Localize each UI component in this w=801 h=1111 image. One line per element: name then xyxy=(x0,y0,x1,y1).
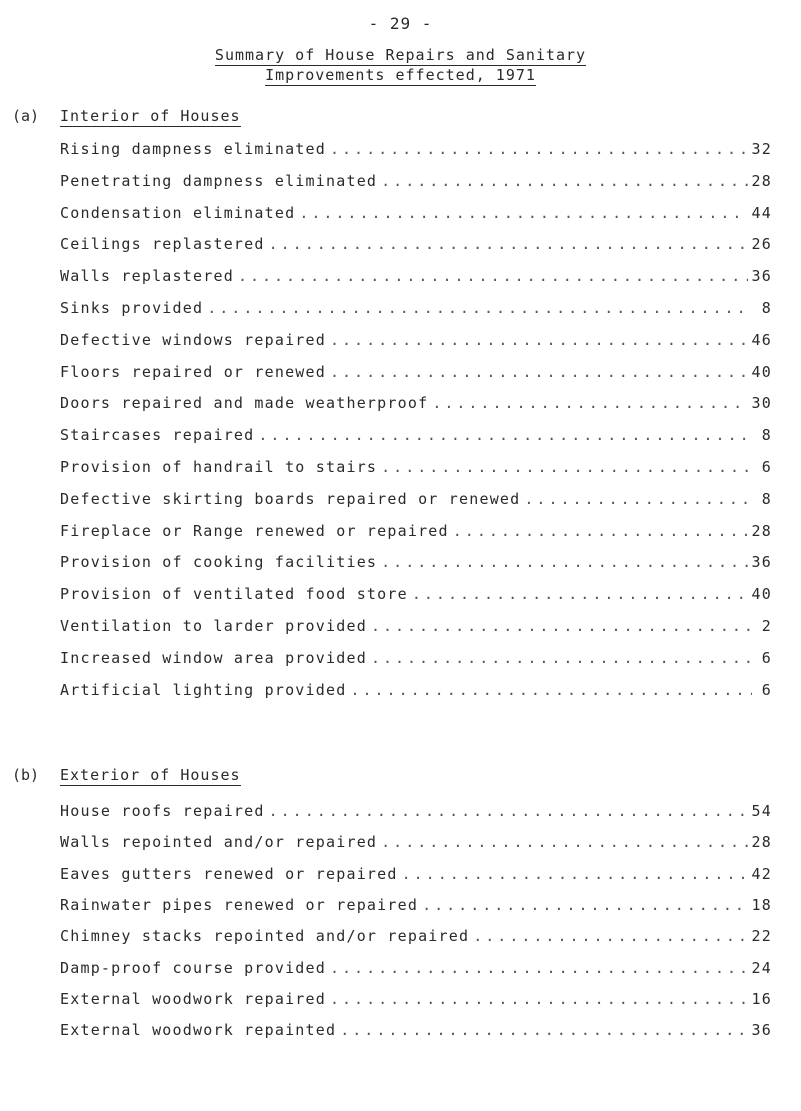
repair-item-label: Doors repaired and made weatherproof xyxy=(60,394,429,413)
repair-item-count: 8 xyxy=(761,489,772,508)
repair-item-count: 24 xyxy=(751,958,772,977)
repair-item-row xyxy=(60,522,772,540)
repair-item-count: 54 xyxy=(751,802,772,820)
repair-item-count: 36 xyxy=(751,1021,772,1040)
dot-leader xyxy=(432,394,747,412)
repair-item-count: 46 xyxy=(751,330,772,349)
dot-leader xyxy=(371,649,752,667)
repair-item-count: 6 xyxy=(761,458,772,476)
repair-item-count: 28 xyxy=(751,521,772,540)
repair-item-row xyxy=(60,865,772,883)
repair-item-label: Sinks provided xyxy=(60,299,204,317)
repair-item-row xyxy=(60,235,772,253)
repair-item-row xyxy=(60,802,772,820)
section-heading xyxy=(60,107,241,125)
section-letter: (a) xyxy=(12,107,40,125)
repair-item-row xyxy=(60,927,772,945)
repair-item-row xyxy=(60,553,772,571)
repair-item-row xyxy=(60,959,772,977)
section-letter: (b) xyxy=(12,766,40,784)
dot-leader xyxy=(402,865,748,883)
repair-item-count: 42 xyxy=(751,864,772,883)
dot-leader xyxy=(524,490,752,508)
repair-item-count: 28 xyxy=(751,833,772,852)
dot-leader xyxy=(473,927,747,945)
dot-leader xyxy=(371,617,752,635)
repair-item-label: Chimney stacks repointed and/or repaired xyxy=(60,927,470,946)
repair-item-row xyxy=(60,426,772,444)
repair-item-label: Eaves gutters renewed or repaired xyxy=(60,864,398,883)
repair-item-row xyxy=(60,331,772,349)
repair-item-row xyxy=(60,681,772,699)
repair-item-count: 44 xyxy=(751,203,772,222)
repair-item-label: Floors repaired or renewed xyxy=(60,362,326,381)
repair-item-count: 36 xyxy=(751,267,772,286)
repair-item-label: External woodwork repainted xyxy=(60,1021,337,1040)
repair-item-count: 40 xyxy=(751,362,772,381)
repair-item-label: Penetrating dampness eliminated xyxy=(60,171,378,190)
page-number: - 29 - xyxy=(368,14,433,33)
repair-item-label: Defective skirting boards repaired or renewed xyxy=(60,489,521,508)
repair-item-row xyxy=(60,833,772,851)
repair-item-count: 8 xyxy=(761,426,772,445)
repair-item-label: Defective windows repaired xyxy=(60,330,326,349)
repair-item-count: 16 xyxy=(751,989,772,1008)
repair-item-label: Rising dampness eliminated xyxy=(60,140,326,158)
repair-item-row xyxy=(60,299,772,317)
repair-item-label: Artificial lighting provided xyxy=(60,680,347,699)
repair-item-count: 2 xyxy=(761,617,772,635)
repair-item-row xyxy=(60,267,772,285)
repair-item-label: Ceilings replastered xyxy=(60,235,265,254)
repair-item-row xyxy=(60,394,772,412)
repair-item-row xyxy=(60,458,772,476)
dot-leader xyxy=(258,426,752,444)
repair-item-row xyxy=(60,1021,772,1039)
repair-item-row xyxy=(60,649,772,667)
repair-item-count: 22 xyxy=(751,927,772,946)
dot-leader xyxy=(412,585,748,603)
repair-item-label: Walls repointed and/or repaired xyxy=(60,833,378,852)
repair-item-row xyxy=(60,896,772,914)
repair-item-row xyxy=(60,585,772,603)
repair-item-label: Staircases repaired xyxy=(60,426,255,445)
repair-item-row xyxy=(60,490,772,508)
repair-item-label: Rainwater pipes renewed or repaired xyxy=(60,895,419,914)
dot-leader xyxy=(381,172,747,190)
dot-leader xyxy=(238,267,748,285)
repair-item-count: 6 xyxy=(761,648,772,667)
dot-leader xyxy=(207,299,752,317)
repair-item-row xyxy=(60,140,772,158)
repair-item-row xyxy=(60,204,772,222)
title-line-1: Summary of House Repairs and Sanitary xyxy=(214,46,587,64)
repair-item-label: Fireplace or Range renewed or repaired xyxy=(60,521,449,540)
dot-leader xyxy=(269,235,748,253)
dot-leader xyxy=(340,1021,747,1039)
dot-leader xyxy=(453,522,748,540)
dot-leader xyxy=(330,959,748,977)
repair-item-label: External woodwork repaired xyxy=(60,989,326,1008)
dot-leader xyxy=(330,140,748,158)
dot-leader xyxy=(422,896,747,914)
repair-item-count: 18 xyxy=(751,895,772,914)
repair-item-count: 8 xyxy=(761,299,772,317)
document-title xyxy=(0,46,801,64)
repair-item-count: 32 xyxy=(751,140,772,158)
repair-item-label: Increased window area provided xyxy=(60,648,367,667)
section-heading-text: Exterior of Houses xyxy=(60,766,241,784)
repair-item-row xyxy=(60,172,772,190)
dot-leader xyxy=(330,331,748,349)
repair-item-label: Damp-proof course provided xyxy=(60,958,326,977)
dot-leader xyxy=(330,990,748,1008)
document-subtitle xyxy=(0,66,801,84)
dot-leader xyxy=(330,363,748,381)
repair-item-label: Ventilation to larder provided xyxy=(60,617,367,635)
dot-leader xyxy=(381,458,752,476)
dot-leader xyxy=(381,833,747,851)
repair-item-count: 36 xyxy=(751,553,772,572)
repair-item-label: Provision of cooking facilities xyxy=(60,553,378,572)
repair-item-row xyxy=(60,617,772,635)
repair-item-label: Provision of handrail to stairs xyxy=(60,458,378,476)
title-line-2: Improvements effected, 1971 xyxy=(265,66,536,84)
repair-item-count: 40 xyxy=(751,585,772,604)
repair-item-label: Provision of ventilated food store xyxy=(60,585,408,604)
dot-leader xyxy=(299,204,747,222)
repair-item-label: Condensation eliminated xyxy=(60,203,296,222)
dot-leader xyxy=(381,553,747,571)
dot-leader xyxy=(269,802,748,820)
repair-item-count: 26 xyxy=(751,235,772,254)
section-heading-text: Interior of Houses xyxy=(60,107,241,125)
repair-item-row xyxy=(60,363,772,381)
repair-item-count: 28 xyxy=(751,171,772,190)
repair-item-label: Walls replastered xyxy=(60,267,234,286)
section-heading xyxy=(60,766,241,784)
repair-item-count: 30 xyxy=(751,394,772,413)
repair-item-count: 6 xyxy=(761,680,772,699)
repair-item-row xyxy=(60,990,772,1008)
dot-leader xyxy=(350,681,752,699)
repair-item-label: House roofs repaired xyxy=(60,802,265,820)
